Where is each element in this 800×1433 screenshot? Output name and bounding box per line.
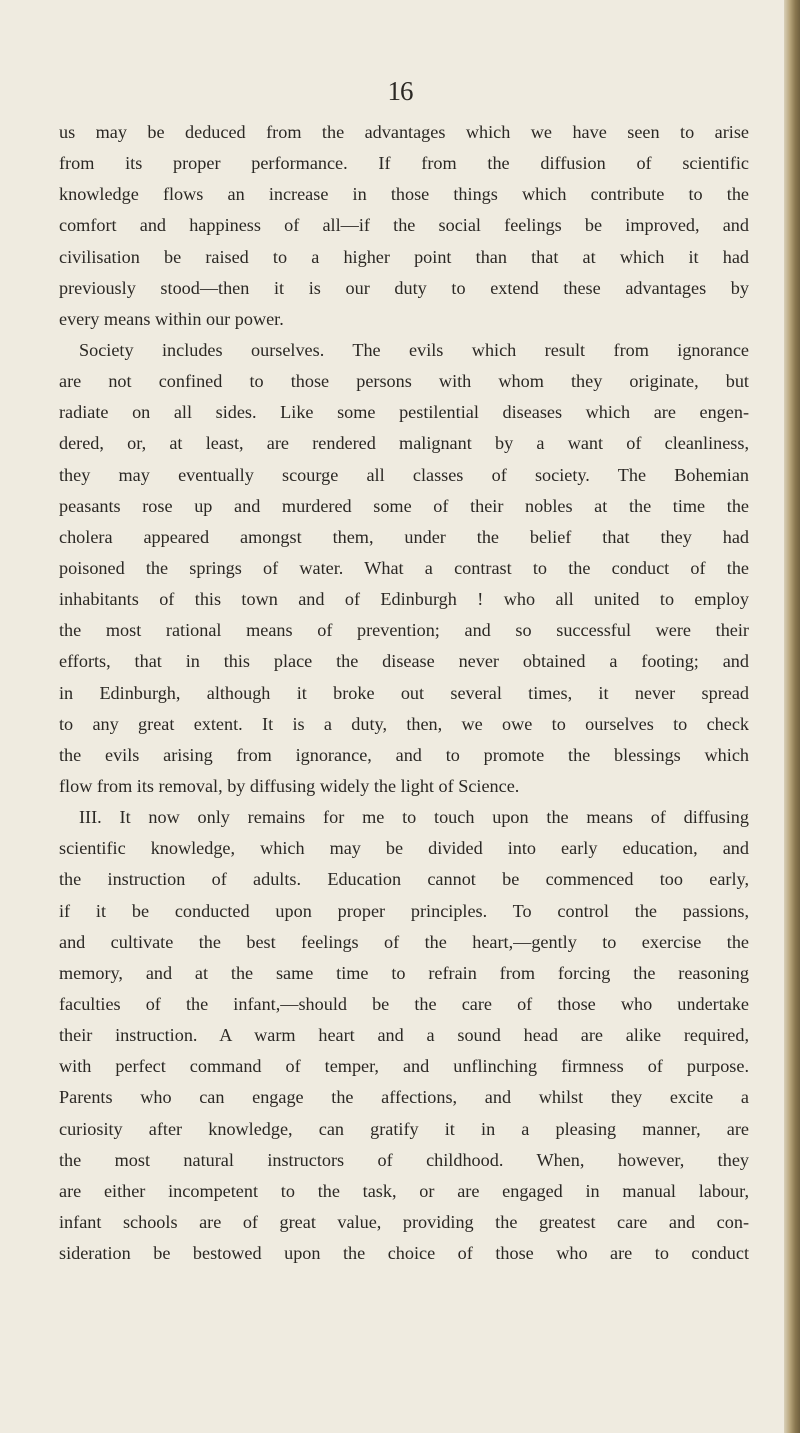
text-line: scientific knowledge, which may be divided into early education, and xyxy=(59,838,749,859)
text-line: cholera appeared amongst them, under the belief that they had xyxy=(59,526,749,547)
text-line: flow from its removal, by diffusing widely the light of Science. xyxy=(59,775,520,796)
text-line: the instruction of adults. Education cannot be commenced too early, xyxy=(59,869,749,890)
text-line: civilisation be raised to a higher point than that at which it had xyxy=(59,246,749,267)
text-line: poisoned the springs of water. What a contrast to the conduct of the xyxy=(59,557,749,578)
text-line: peasants rose up and murdered some of their nobles at the time the xyxy=(59,495,749,516)
text-line: knowledge flows an increase in those things which contribute to the xyxy=(59,184,749,205)
text-line: III. It now only remains for me to touch upon the means of diffusing xyxy=(79,807,749,828)
text-line: us may be deduced from the advantages which we have seen to arise xyxy=(59,122,749,142)
text-line: the evils arising from ignorance, and to promote the blessings which xyxy=(59,744,749,765)
text-line: and cultivate the best feelings of the heart,—gently to exercise the xyxy=(59,931,749,952)
text-line: radiate on all sides. Like some pestilential diseases which are engen- xyxy=(59,402,749,423)
text-line: if it be conducted upon proper principles. To control the passions, xyxy=(59,900,749,921)
text-line: memory, and at the same time to refrain from forcing the reasoning xyxy=(59,962,749,983)
text-line: the most natural instructors of childhood. When, however, they xyxy=(59,1149,749,1170)
page-number: 16 xyxy=(387,76,413,106)
text-line: are not confined to those persons with whom they originate, but xyxy=(59,371,749,392)
text-line: previously stood—then it is our duty to extend these advantages by xyxy=(59,277,749,298)
text-line: in Edinburgh, although it broke out several times, it never spread xyxy=(59,682,749,703)
text-line: sideration be bestowed upon the choice of those who are to conduct xyxy=(59,1243,749,1264)
body-text xyxy=(59,117,749,1269)
text-line: faculties of the infant,—should be the care of those who undertake xyxy=(59,993,749,1014)
text-line: inhabitants of this town and of Edinburgh ! who all united to employ xyxy=(59,589,749,610)
text-line: every means within our power. xyxy=(59,308,284,329)
text-line: curiosity after knowledge, can gratify it in a pleasing manner, are xyxy=(59,1118,749,1139)
text-line: dered, or, at least, are rendered malignant by a want of cleanliness, xyxy=(59,433,749,454)
text-line: to any great extent. It is a duty, then, we owe to ourselves to check xyxy=(59,713,749,734)
text-line: efforts, that in this place the disease never obtained a footing; and xyxy=(59,651,749,672)
text-line: they may eventually scourge all classes of society. The Bohemian xyxy=(59,464,749,485)
page-edge-shadow xyxy=(784,0,800,1433)
text-line: Parents who can engage the affections, and whilst they excite a xyxy=(59,1087,749,1108)
text-line: are either incompetent to the task, or are engaged in manual labour, xyxy=(59,1180,749,1201)
text-line: their instruction. A warm heart and a sound head are alike required, xyxy=(59,1025,749,1046)
text-line: Society includes ourselves. The evils which result from ignorance xyxy=(79,339,749,360)
text-line: comfort and happiness of all—if the social feelings be improved, and xyxy=(59,215,749,236)
text-line: with perfect command of temper, and unflinching firmness of purpose. xyxy=(59,1056,749,1077)
text-line: the most rational means of prevention; and so successful were their xyxy=(59,620,749,641)
text-line: from its proper performance. If from the diffusion of scientific xyxy=(59,153,749,174)
text-line: infant schools are of great value, providing the greatest care and con- xyxy=(59,1211,749,1232)
